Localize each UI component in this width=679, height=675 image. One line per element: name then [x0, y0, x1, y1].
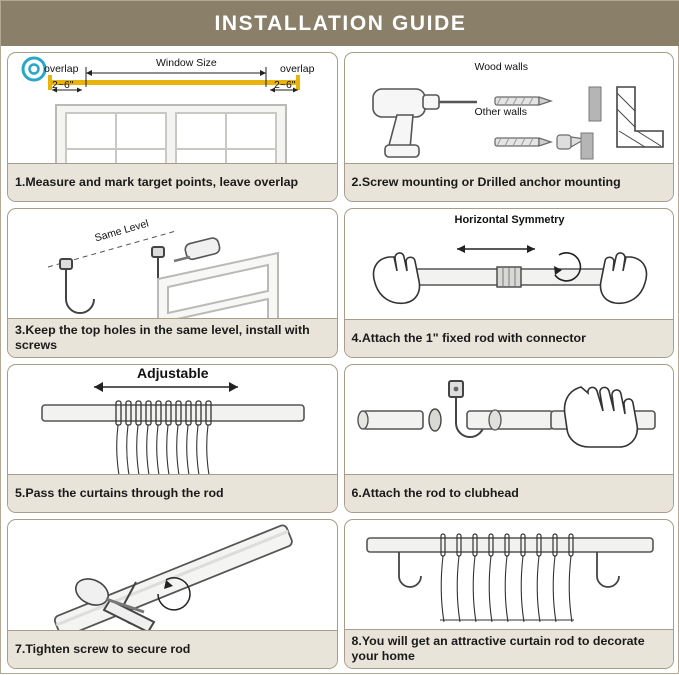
label-window-size: Window Size: [156, 57, 217, 69]
step-8-caption: 8.You will get an attractive curtain rod to decorate your home: [345, 629, 674, 668]
step-2-caption: 2.Screw mounting or Drilled anchor mounting: [345, 163, 674, 201]
step-card-5: [7, 364, 338, 514]
step-7-caption: 7.Tighten screw to secure rod: [8, 630, 337, 668]
step-8-illustration: [345, 520, 674, 630]
label-same-level: Same Level: [93, 217, 151, 245]
label-wood-walls: Wood walls: [474, 61, 528, 73]
label-overlap-right: overlap: [280, 63, 315, 75]
steps-grid: [1, 46, 679, 675]
step-1-caption: 1.Measure and mark target points, leave overlap: [8, 163, 337, 201]
label-overlap-right-dim: 2~6": [274, 79, 296, 91]
step-5-caption: 5.Pass the curtains through the rod: [8, 474, 337, 512]
label-overlap-left-dim: 2~6": [52, 79, 74, 91]
step-6-caption: 6.Attach the rod to clubhead: [345, 474, 674, 512]
header-bar: [1, 1, 679, 46]
step-5-illustration: [8, 365, 337, 475]
step-1-illustration: [8, 53, 337, 163]
step-7-illustration: [8, 520, 337, 630]
step-4-illustration: [345, 209, 674, 319]
step-card-7: [7, 519, 338, 669]
label-overlap-left: overlap: [44, 63, 79, 75]
step-2-illustration: [345, 53, 674, 163]
label-adjustable: Adjustable: [137, 364, 209, 381]
step-card-8: [344, 519, 675, 669]
step-card-2: [344, 52, 675, 202]
label-horizontal-symmetry: Horizontal Symmetry: [454, 213, 565, 226]
step-card-1: [7, 52, 338, 202]
step-3-illustration: [8, 209, 337, 319]
step-3-caption: 3.Keep the top holes in the same level, install with screws: [8, 318, 337, 357]
step-6-illustration: [345, 365, 674, 475]
step-card-3: [7, 208, 338, 358]
page-title: INSTALLATION GUIDE: [214, 11, 467, 35]
step-card-4: [344, 208, 675, 358]
step-card-6: [344, 364, 675, 514]
step-4-caption: 4.Attach the 1" fixed rod with connector: [345, 319, 674, 357]
label-other-walls: Other walls: [474, 106, 528, 118]
